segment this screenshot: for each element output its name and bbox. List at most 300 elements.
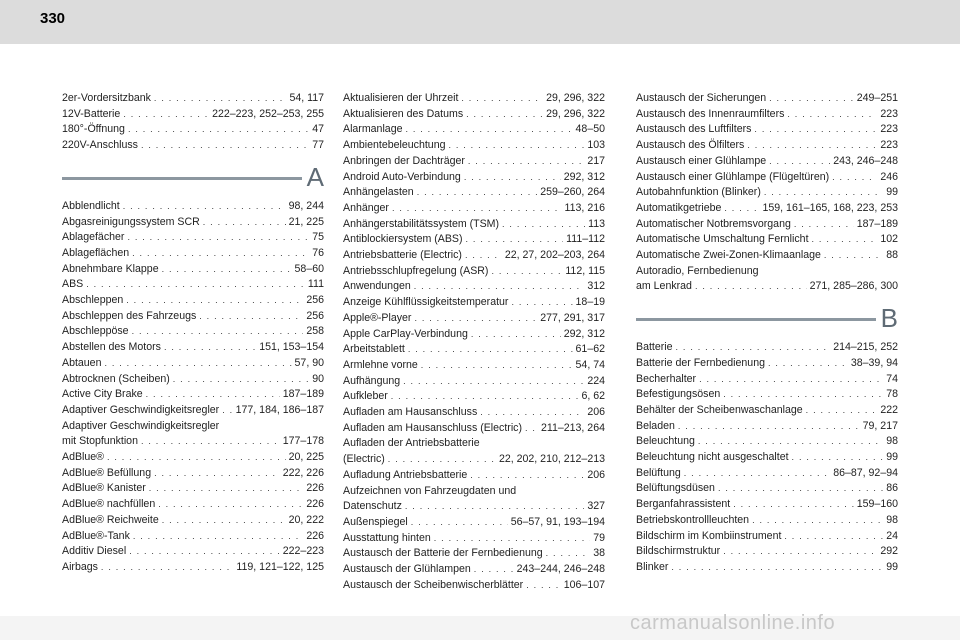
index-entry-row (343, 374, 605, 390)
page-reference: 88 (886, 249, 898, 262)
dot-leader (684, 466, 830, 482)
index-term: Automatische Umschaltung Fernlicht (636, 233, 809, 246)
page-reference: 86 (886, 482, 898, 495)
dot-leader (411, 515, 508, 531)
header-band (0, 0, 960, 44)
index-term: Batterie (636, 341, 673, 354)
page-reference: 38 (593, 547, 605, 560)
index-term: AdBlue® Reichweite (62, 513, 159, 526)
page-reference: 98, 244 (288, 199, 324, 212)
index-term: Automatischer Notbremsvorgang (636, 217, 791, 230)
page-reference: 113 (588, 217, 605, 230)
dot-leader (724, 201, 759, 217)
index-term: AdBlue® Kanister (62, 482, 146, 495)
index-term: Abblendlicht (62, 199, 120, 212)
index-entry (62, 91, 324, 107)
index-term: Aktualisieren der Uhrzeit (343, 92, 459, 104)
index-term: Batterie der Fernbedienung (636, 356, 765, 369)
dot-leader (465, 248, 502, 264)
index-entry-row (62, 513, 324, 529)
dot-leader (107, 450, 286, 466)
index-term: Apple CarPlay-Verbindung (343, 327, 468, 340)
dot-leader (812, 232, 878, 248)
index-entry-row (343, 531, 605, 547)
index-entry-row (343, 279, 605, 295)
dot-leader (403, 374, 584, 390)
page-reference: 226 (306, 498, 324, 511)
page-reference: 277, 291, 317 (540, 311, 605, 324)
index-entry-row (636, 138, 898, 154)
index-entry (636, 154, 898, 170)
index-entry-row (343, 499, 605, 515)
index-entry (62, 107, 324, 123)
index-entry-row (343, 107, 605, 123)
index-entry (343, 421, 605, 437)
index-entry-row (636, 232, 898, 248)
dot-leader (434, 531, 590, 547)
index-term: Blinker (636, 560, 669, 573)
index-term: Antriebsschlupfregelung (ASR) (343, 264, 489, 277)
index-entry (62, 215, 324, 231)
index-term: Außenspiegel (343, 515, 408, 528)
index-entry-row (343, 358, 605, 374)
dot-leader (414, 279, 585, 295)
page-reference: 99 (886, 186, 898, 199)
page-reference: 312 (587, 280, 605, 293)
index-entry-line: Aufzeichnen von Fahrzeugdaten und (343, 484, 517, 497)
index-entry (343, 185, 605, 201)
dot-leader (491, 264, 562, 280)
index-entry-row (62, 481, 324, 497)
index-entry (636, 434, 898, 450)
index-entry (636, 529, 898, 545)
index-entry (62, 356, 324, 372)
index-term: Android Auto-Verbindung (343, 170, 461, 183)
index-entry-row (343, 421, 605, 437)
dot-leader (733, 497, 854, 513)
index-entry-line: Adaptiver Geschwindigkeitsregler (62, 419, 220, 432)
dot-leader (480, 405, 584, 421)
dot-leader (502, 217, 585, 233)
dot-leader (448, 138, 584, 154)
index-entry (62, 324, 324, 340)
dot-leader (525, 421, 538, 437)
page-reference: 20, 222 (288, 513, 324, 526)
index-entry-row (62, 497, 324, 513)
dot-leader (754, 122, 877, 138)
page-reference: 222, 226 (282, 466, 324, 479)
index-entry (62, 403, 324, 419)
index-term: Becherhalter (636, 372, 697, 385)
index-term: Automatische Zwei-Zonen-Klimaanlage (636, 249, 821, 262)
page-reference: 74 (886, 372, 898, 385)
index-entry (343, 562, 605, 578)
section-letter: A (306, 161, 324, 192)
index-entry (343, 138, 605, 154)
index-term: Aufladen am Hausanschluss (Electric) (343, 421, 522, 434)
index-entry-row (62, 122, 324, 138)
index-entry (343, 154, 605, 170)
index-entry-row (62, 434, 324, 450)
index-entry (636, 560, 898, 576)
index-entry-row (636, 107, 898, 123)
index-entry (636, 138, 898, 154)
index-term: mit Stopfunktion (62, 435, 138, 448)
index-term: Aufhängung (343, 374, 401, 387)
index-entry-row (636, 248, 898, 264)
page-reference: 76 (312, 246, 324, 259)
page-reference: 112, 115 (565, 264, 605, 277)
index-entry (343, 279, 605, 295)
page-reference: 187–189 (856, 217, 898, 230)
index-entry-row (636, 185, 898, 201)
page-reference: 99 (886, 451, 898, 464)
page-reference: 222–223, 252–253, 255 (212, 107, 324, 120)
dot-leader (154, 91, 287, 107)
page-reference: 211–213, 264 (540, 421, 605, 434)
index-column-2 (343, 91, 605, 594)
index-column-3 (636, 91, 898, 576)
index-term: Austausch des Luftfilters (636, 123, 752, 136)
dot-leader (794, 217, 854, 233)
page-reference: 58–60 (294, 262, 324, 275)
page-reference: 292 (880, 545, 898, 558)
index-term: Automatikgetriebe (636, 201, 722, 214)
dot-leader (141, 434, 280, 450)
index-term: Abschleppöse (62, 325, 129, 338)
index-entry (62, 293, 324, 309)
page-reference: 20, 225 (288, 451, 324, 464)
page-reference: 99 (886, 560, 898, 573)
index-entry-row (636, 560, 898, 576)
dot-leader (126, 293, 303, 309)
dot-leader (222, 403, 232, 419)
index-term: Beleuchtung (636, 435, 695, 448)
dot-leader (471, 327, 561, 343)
index-entry-row (343, 578, 605, 594)
index-term: Austausch der Glühlampen (343, 563, 471, 576)
dot-leader (129, 544, 280, 560)
dot-leader (768, 356, 848, 372)
dot-leader (784, 529, 883, 545)
index-entry-row (636, 544, 898, 560)
index-entry-row (636, 450, 898, 466)
page-reference: 214–215, 252 (833, 341, 898, 354)
dot-leader (421, 358, 573, 374)
dot-leader (158, 497, 303, 513)
page-reference: 113, 216 (564, 201, 605, 214)
dot-leader (769, 154, 830, 170)
index-entry (636, 356, 898, 372)
index-term: Befestigungsösen (636, 388, 721, 401)
page-reference: 258 (306, 325, 324, 338)
page-reference: 223 (880, 139, 898, 152)
index-entry (62, 497, 324, 513)
page-reference: 75 (312, 231, 324, 244)
index-entry-row (62, 466, 324, 482)
index-entry-row (343, 295, 605, 311)
index-entry-row (636, 419, 898, 435)
index-term: Abgasreinigungssystem SCR (62, 215, 200, 228)
index-entry-row (62, 91, 324, 107)
index-entry (636, 481, 898, 497)
index-entry-row (343, 122, 605, 138)
page-reference: 177, 184, 186–187 (235, 403, 324, 416)
index-term: Ambientebeleuchtung (343, 139, 446, 152)
index-term: Belüftungsdüsen (636, 482, 715, 495)
index-entry (636, 387, 898, 403)
page-reference: 54, 117 (289, 92, 324, 104)
index-entry (636, 450, 898, 466)
index-entry (343, 170, 605, 186)
page-reference: 259–260, 264 (540, 186, 605, 199)
index-term: Austausch des Ölfilters (636, 139, 745, 152)
index-term: Additiv Diesel (62, 545, 127, 558)
index-entry (636, 232, 898, 248)
page-reference: 217 (587, 154, 605, 167)
index-entry-row (62, 138, 324, 154)
index-entry-row (62, 372, 324, 388)
index-entry (343, 389, 605, 405)
index-entry (636, 264, 898, 295)
index-term: Beladen (636, 419, 675, 432)
page-reference: 223 (880, 123, 898, 136)
index-entry (62, 122, 324, 138)
page-reference: 29, 296, 322 (546, 92, 605, 104)
section-letter: B (880, 303, 898, 334)
index-entry-row (62, 309, 324, 325)
index-entry (343, 405, 605, 421)
dot-leader (526, 578, 561, 594)
page-reference: 18–19 (575, 296, 605, 309)
dot-leader (391, 389, 579, 405)
index-entry-row (636, 403, 898, 419)
index-term: Abtauen (62, 356, 102, 369)
page-reference: 98 (886, 435, 898, 448)
index-entry-row (343, 327, 605, 343)
page-reference: 61–62 (575, 343, 605, 356)
index-entry (62, 419, 324, 450)
index-term: Anhängelasten (343, 186, 414, 199)
dot-leader (792, 450, 884, 466)
page-reference: 22, 202, 210, 212–213 (498, 453, 605, 466)
index-entry-row (343, 264, 605, 280)
dot-leader (417, 185, 538, 201)
index-term: Active City Brake (62, 388, 143, 401)
index-entry-row (343, 515, 605, 531)
index-term: Armlehne vorne (343, 358, 418, 371)
page-reference: 38–39, 94 (850, 356, 898, 369)
index-entry (636, 340, 898, 356)
index-entry-row (62, 246, 324, 262)
index-entry (62, 309, 324, 325)
index-term: Abschleppen (62, 294, 124, 307)
index-term: AdBlue® nachfüllen (62, 498, 156, 511)
page-reference: 226 (306, 482, 324, 495)
index-term: Austausch der Sicherungen (636, 92, 767, 104)
index-entry (343, 578, 605, 594)
page-reference: 119, 121–122, 125 (236, 560, 324, 573)
dot-leader (699, 372, 883, 388)
index-term: Berganfahrassistent (636, 498, 731, 511)
dot-leader (149, 481, 304, 497)
page-reference: 222–223 (282, 545, 324, 558)
index-term: Anzeige Kühlflüssigkeitstemperatur (343, 296, 509, 309)
index-entry-row (62, 277, 324, 293)
index-entry (62, 450, 324, 466)
index-term: Abnehmbare Klappe (62, 262, 159, 275)
page-reference: 21, 225 (288, 215, 324, 228)
index-term: Airbags (62, 560, 98, 573)
dot-leader (203, 215, 286, 231)
index-entry (343, 374, 605, 390)
index-entry (343, 248, 605, 264)
dot-leader (86, 277, 305, 293)
dot-leader (132, 246, 309, 262)
index-term: Anbringen der Dachträger (343, 154, 465, 167)
index-entry (343, 295, 605, 311)
index-entry (636, 372, 898, 388)
page-reference: 177–178 (282, 435, 324, 448)
index-entry-row (62, 340, 324, 356)
page-reference: 271, 285–286, 300 (809, 280, 898, 293)
dot-leader (127, 230, 309, 246)
index-entry (62, 230, 324, 246)
page-reference: 48–50 (575, 123, 605, 136)
page-reference: 292, 312 (563, 327, 605, 340)
index-entry-row (636, 513, 898, 529)
index-entry (343, 342, 605, 358)
index-entry (636, 91, 898, 107)
index-term: 180°-Öffnung (62, 123, 125, 136)
page-reference: 222 (880, 403, 898, 416)
index-entry (636, 403, 898, 419)
section-heading (62, 163, 324, 191)
dot-leader (162, 262, 292, 278)
index-entry-row (636, 372, 898, 388)
section-divider (636, 318, 876, 321)
dot-leader (123, 107, 209, 123)
index-entry (343, 515, 605, 531)
page-reference: 159–160 (856, 498, 898, 511)
index-entry-row (62, 544, 324, 560)
dot-leader (787, 107, 877, 123)
index-term: AdBlue®-Tank (62, 529, 130, 542)
dot-leader (141, 138, 309, 154)
index-entry-row (62, 560, 324, 576)
index-entry (343, 327, 605, 343)
index-entry (636, 466, 898, 482)
index-entry-line: Autoradio, Fernbedienung (636, 264, 759, 277)
index-term: 12V-Batterie (62, 107, 121, 120)
index-entry-row (636, 497, 898, 513)
index-entry-row (62, 356, 324, 372)
index-entry-row (343, 201, 605, 217)
page-reference: 77 (312, 139, 324, 152)
dot-leader (678, 419, 860, 435)
dot-leader (466, 232, 564, 248)
index-entry (62, 246, 324, 262)
index-entry-row (62, 529, 324, 545)
index-entry-row (343, 546, 605, 562)
index-term: Betriebskontrollleuchten (636, 513, 750, 526)
index-entry (343, 531, 605, 547)
index-term: Aufkleber (343, 390, 388, 403)
index-term: Austausch des Innenraumfilters (636, 107, 785, 120)
index-entry (636, 201, 898, 217)
index-term: Austausch einer Glühlampe (Flügeltüren) (636, 170, 830, 183)
index-entry-row (636, 279, 898, 295)
index-term: Belüftung (636, 466, 681, 479)
dot-leader (408, 342, 573, 358)
index-entry-row (62, 293, 324, 309)
dot-leader (132, 324, 304, 340)
index-term: Antriebsbatterie (Electric) (343, 249, 462, 262)
index-entry-line: Aufladen der Antriebsbatterie (343, 437, 480, 450)
index-entry (343, 484, 605, 515)
index-term: AdBlue® (62, 451, 104, 464)
dot-leader (101, 560, 233, 576)
dot-leader (695, 279, 807, 295)
page-reference: 56–57, 91, 193–194 (510, 515, 605, 528)
index-entry-row (62, 450, 324, 466)
page-reference: 256 (306, 309, 324, 322)
dot-leader (698, 434, 883, 450)
page-reference: 224 (587, 374, 605, 387)
page-reference: 249–251 (856, 92, 898, 104)
dot-leader (671, 560, 883, 576)
index-entry (62, 277, 324, 293)
index-entry-row (343, 342, 605, 358)
dot-leader (405, 499, 584, 515)
index-term: Ausstattung hinten (343, 531, 431, 544)
index-entry-row (636, 340, 898, 356)
index-entry (343, 436, 605, 467)
index-entry-row (636, 481, 898, 497)
index-entry-row (636, 122, 898, 138)
index-entry-row (62, 230, 324, 246)
index-entry (343, 91, 605, 107)
index-entry-row (636, 466, 898, 482)
dot-leader (199, 309, 303, 325)
index-entry (62, 387, 324, 403)
dot-leader (146, 387, 280, 403)
index-entry-row (636, 170, 898, 186)
index-entry (636, 497, 898, 513)
index-term: Aufladung Antriebsbatterie (343, 468, 468, 481)
dot-leader (676, 340, 831, 356)
index-term: Aktualisieren des Datums (343, 107, 464, 120)
index-entry-row (343, 91, 605, 107)
index-term: Bildschirm im Kombiinstrument (636, 529, 782, 542)
dot-leader (723, 544, 877, 560)
index-entry-row (636, 91, 898, 107)
page-reference: 111–112 (566, 233, 605, 246)
index-entry-row (636, 356, 898, 372)
page-reference: 292, 312 (563, 170, 605, 183)
index-term: Anwendungen (343, 280, 411, 293)
dot-leader (470, 468, 584, 484)
index-entry (343, 468, 605, 484)
dot-leader (173, 372, 309, 388)
index-term: Antiblockiersystem (ABS) (343, 233, 463, 246)
index-entry-row (62, 215, 324, 231)
index-entry-row (62, 262, 324, 278)
index-entry (636, 217, 898, 233)
index-entry (62, 529, 324, 545)
page-reference: 103 (587, 139, 605, 152)
index-entry (343, 358, 605, 374)
